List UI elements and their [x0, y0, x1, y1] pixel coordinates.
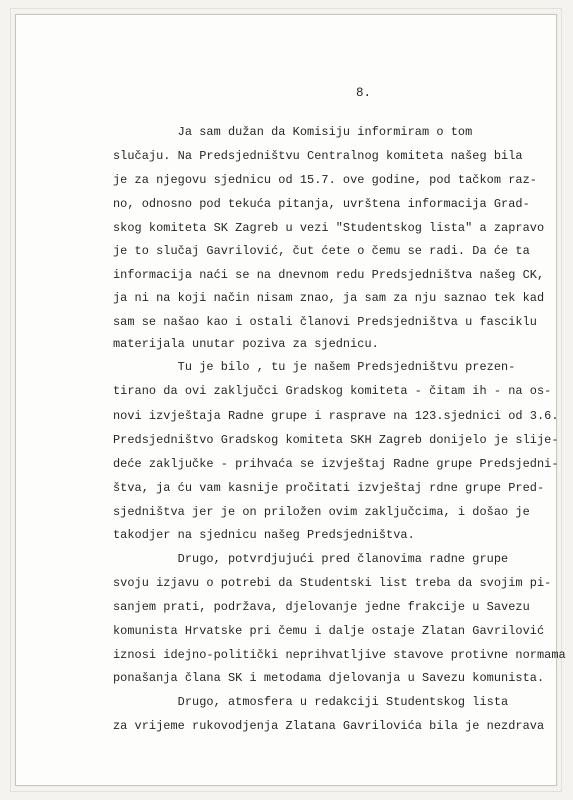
text-line-21: sanjem prati, podržava, djelovanje jedne frakcije u Savezu — [113, 600, 530, 614]
text-line-25: Drugo, atmosfera u redakciji Studentskog lista — [113, 695, 509, 709]
text-line-14: Predsjedništvo Gradskog komiteta SKH Zagreb donijelo je slije- — [113, 433, 559, 447]
text-line-15: deće zaključke - prihvaća se izvještaj Radne grupe Predsjedni- — [113, 457, 559, 471]
text-line-12: tirano da ovi zaključci Gradskog komiteta - čitam ih - na os- — [113, 384, 552, 398]
text-line-3: je za njegovu sjednicu od 15.7. ove godine, pod tačkom raz- — [113, 173, 537, 187]
text-line-7: informacija naći se na dnevnom redu Predsjedništva našeg CK, — [113, 268, 545, 282]
text-line-26: za vrijeme rukovodjenja Zlatana Gavrilovića bila je nezdrava — [113, 719, 545, 733]
text-line-13: novi izvještaja Radne grupe i rasprave na 123.sjednici od 3.6. — [113, 409, 559, 423]
text-line-23: iznosi idejno-politički neprihvatljive stavove protivne normama — [113, 648, 566, 662]
text-line-9: sam se našao kao i ostali članovi Predsjedništva u fasciklu — [113, 315, 537, 329]
text-line-1: Ja sam dužan da Komisiju informiram o tom — [113, 125, 473, 139]
text-line-16: štva, ja ću vam kasnije pročitati izvještaj rdne grupe Pred- — [113, 481, 545, 495]
text-line-11: Tu je bilo , tu je našem Predsjedništvu prezen- — [113, 360, 516, 374]
text-line-19: Drugo, potvrdjujući pred članovima radne grupe — [113, 552, 509, 566]
text-line-17: sjedništva jer je on priložen ovim zaključcima, i došao je — [113, 505, 530, 519]
text-line-18: takodjer na sjednicu našeg Predsjedništva. — [113, 528, 415, 542]
text-line-2: slučaju. Na Predsjedništvu Centralnog komiteta našeg bila — [113, 149, 523, 163]
text-line-22: komunista Hrvatske pri čemu i dalje ostaje Zlatan Gavrilović — [113, 624, 545, 638]
text-line-10: materijala unutar poziva za sjednicu. — [113, 337, 379, 351]
text-line-4: no, odnosno pod tekuća pitanja, uvrštena informacija Grad- — [113, 197, 530, 211]
text-line-20: svoju izjavu o potrebi da Studentski list treba da svojim pi- — [113, 576, 552, 590]
text-line-5: skog komiteta SK Zagreb u vezi "Studentskog lista" a zapravo — [113, 221, 545, 235]
text-line-6: je to slučaj Gavrilović, čut ćete o čemu se radi. Da će ta — [113, 244, 530, 258]
text-line-24: ponašanja člana SK i metodama djelovanja u Savezu komunista. — [113, 671, 545, 685]
text-line-8: ja ni na koji način nisam znao, ja sam za nju saznao tek kad — [113, 291, 545, 305]
page-number: 8. — [356, 86, 372, 100]
